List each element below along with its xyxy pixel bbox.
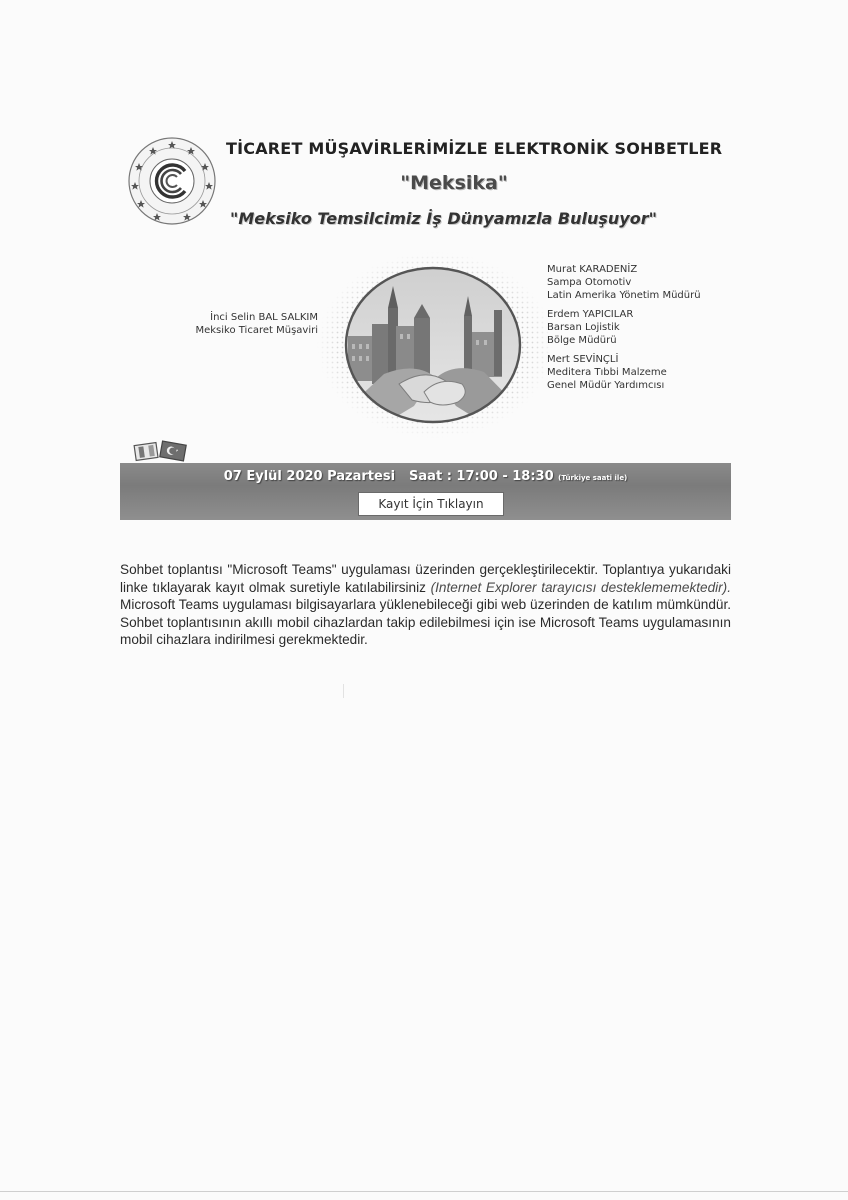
- speaker-company: Barsan Lojistik: [547, 322, 620, 333]
- host-block: [170, 311, 318, 337]
- speaker-company: Sampa Otomotiv: [547, 277, 632, 288]
- speaker-role: Bölge Müdürü: [547, 335, 617, 346]
- speaker-item: [547, 353, 767, 392]
- country-title: "Meksika": [400, 172, 508, 194]
- speaker-item: [547, 308, 767, 347]
- event-time: Saat : 17:00 - 18:30: [409, 469, 554, 484]
- speakers-list: [547, 263, 767, 398]
- host-role: Meksiko Ticaret Müşaviri: [195, 325, 318, 336]
- host-name: İnci Selin BAL SALKIM: [210, 312, 318, 323]
- flags-icon: [133, 440, 189, 462]
- page-bottom-edge: [0, 1191, 848, 1192]
- speaker-item: [547, 263, 767, 302]
- event-time-note: (Türkiye saati ile): [558, 474, 628, 482]
- body-paragraph: [120, 561, 731, 649]
- event-datetime: [120, 469, 731, 484]
- browser-note: (Internet Explorer tarayıcısı desteklememektedir).: [430, 579, 731, 595]
- speaker-role: Genel Müdür Yardımcısı: [547, 380, 665, 391]
- body-text-part1: Sohbet toplantısı "Microsoft Teams" uygulaması üzerinden gerçekleştirilecektir. Toplantıya yukarıdaki linke tıklayarak kayıt olmak suretiyle katılabilirsiniz: [120, 562, 731, 595]
- speaker-name: Erdem YAPICILAR: [547, 309, 634, 320]
- handshake-city-photo: [344, 266, 522, 424]
- event-date-bar: [120, 463, 731, 520]
- speaker-name: Murat KARADENİZ: [547, 264, 638, 275]
- register-button[interactable]: Kayıt İçin Tıklayın: [358, 492, 504, 516]
- event-date: 07 Eylül 2020 Pazartesi: [223, 469, 396, 484]
- speaker-company: Meditera Tıbbi Malzeme: [547, 367, 667, 378]
- speaker-role: Latin Amerika Yönetim Müdürü: [547, 290, 701, 301]
- scan-mark: [343, 684, 344, 698]
- page-title: TİCARET MÜŞAVİRLERİMİZLE ELEKTRONİK SOHBETLER: [226, 139, 723, 158]
- speaker-name: Mert SEVİNÇLİ: [547, 354, 619, 365]
- body-text-part2: Microsoft Teams uygulaması bilgisayarlara yüklenebileceği gibi web üzerinden de katılım mümkündür. Sohbet toplantısının akıllı mobil cihazlardan takip edilebilmesi için ise Microsoft Teams uygulamasının mobil cihazlara indirilmesi gerekmektedir.: [120, 597, 732, 648]
- event-subtitle: "Meksiko Temsilcimiz İş Dünyamızla Buluşuyor": [230, 209, 657, 228]
